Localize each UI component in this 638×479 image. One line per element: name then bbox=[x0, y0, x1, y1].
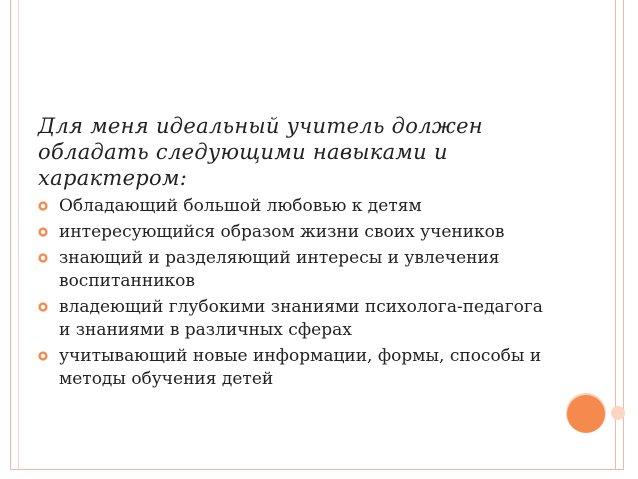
slide-right-rule bbox=[615, 0, 616, 470]
bullet-text: Обладающий большой любовью к детям bbox=[59, 196, 422, 216]
bullet-text: интересующийся образом жизни своих учеников bbox=[59, 222, 505, 242]
decorative-small-circle bbox=[611, 406, 625, 420]
ring-bullet-icon bbox=[38, 253, 48, 263]
slide-left-rule bbox=[18, 0, 19, 470]
ring-bullet-icon bbox=[38, 351, 48, 361]
list-item bbox=[38, 296, 558, 342]
bullet-text: знающий и разделяющий интересы и увлечения воспитанников bbox=[59, 248, 500, 291]
bullet-text: владеющий глубокими знаниями психолога-педагога и знаниями в различных сферах bbox=[59, 297, 543, 340]
ring-bullet-icon bbox=[38, 227, 48, 237]
bullet-list bbox=[38, 195, 558, 394]
ring-bullet-icon bbox=[38, 302, 48, 312]
decorative-circle bbox=[567, 395, 605, 433]
bullet-text: учитывающий новые информации, формы, способы и методы обучения детей bbox=[59, 346, 542, 389]
list-item bbox=[38, 247, 558, 293]
slide-heading: Для меня идеальный учитель должен обладать следующими навыками и характером: bbox=[38, 114, 483, 190]
list-item bbox=[38, 345, 558, 391]
list-item bbox=[38, 221, 558, 244]
list-item bbox=[38, 195, 558, 218]
ring-bullet-icon bbox=[38, 201, 48, 211]
